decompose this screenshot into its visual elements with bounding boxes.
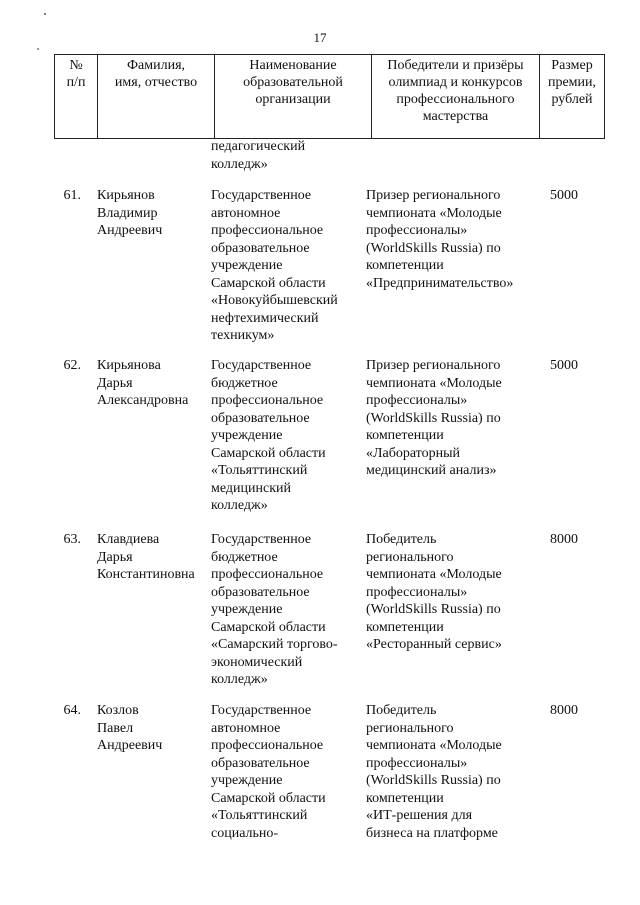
row-award: Призер регионального чемпионата «Молодые профессионалы» (WorldSkills Russia) по компетенции «Лабораторный медицинский анализ» bbox=[366, 358, 502, 478]
header-full-name: Фамилия, имя, отчество bbox=[98, 55, 215, 139]
scan-speck bbox=[44, 13, 46, 15]
page-number: 17 bbox=[313, 30, 327, 45]
header-organization: Наименование образовательной организации bbox=[215, 55, 372, 139]
row-number: 64. bbox=[63, 703, 81, 718]
header-winners: Победители и призёры олимпиад и конкурсов профессионального мастерства bbox=[372, 55, 540, 139]
row-award: Призер регионального чемпионата «Молодые профессионалы» (WorldSkills Russia) по компетенции «Предпринимательство» bbox=[366, 188, 514, 291]
row-number: 61. bbox=[63, 188, 81, 203]
table-header bbox=[54, 54, 605, 139]
row-number: 62. bbox=[63, 358, 81, 373]
header-row bbox=[55, 55, 605, 139]
header-number: № п/п bbox=[55, 55, 98, 139]
row-organization: Государственное бюджетное профессиональное образовательное учреждение Самарской области «Тольяттинский медицинский колледж» bbox=[211, 358, 326, 513]
row-name: Кирьянов Владимир Андреевич bbox=[97, 188, 163, 238]
row-organization: Государственное бюджетное профессиональное образовательное учреждение Самарской области «Самарский торгово- экономический колледж» bbox=[211, 532, 338, 687]
continued-org-text: педагогический колледж» bbox=[211, 139, 306, 172]
row-prize: 8000 bbox=[550, 532, 578, 547]
row-prize: 5000 bbox=[550, 358, 578, 373]
row-award: Победитель регионального чемпионата «Молодые профессионалы» (WorldSkills Russia) по компетенции «Ресторанный сервис» bbox=[366, 532, 502, 652]
scan-speck bbox=[37, 48, 39, 50]
row-name: Козлов Павел Андреевич bbox=[97, 703, 163, 753]
row-name: Клавдиева Дарья Константиновна bbox=[97, 532, 195, 582]
row-award: Победитель регионального чемпионата «Молодые профессионалы» (WorldSkills Russia) по компетенции «ИТ-решения для бизнеса на платформе bbox=[366, 703, 502, 841]
header-prize: Размер премии, рублей bbox=[540, 55, 605, 139]
row-organization: Государственное автономное профессиональное образовательное учреждение Самарской области «Тольяттинский социально- bbox=[211, 703, 326, 841]
row-prize: 5000 bbox=[550, 188, 578, 203]
row-prize: 8000 bbox=[550, 703, 578, 718]
row-number: 63. bbox=[63, 532, 81, 547]
row-organization: Государственное автономное профессиональное образовательное учреждение Самарской области «Новокуйбышевский нефтехимический техникум» bbox=[211, 188, 338, 343]
row-name: Кирьянова Дарья Александровна bbox=[97, 358, 189, 408]
